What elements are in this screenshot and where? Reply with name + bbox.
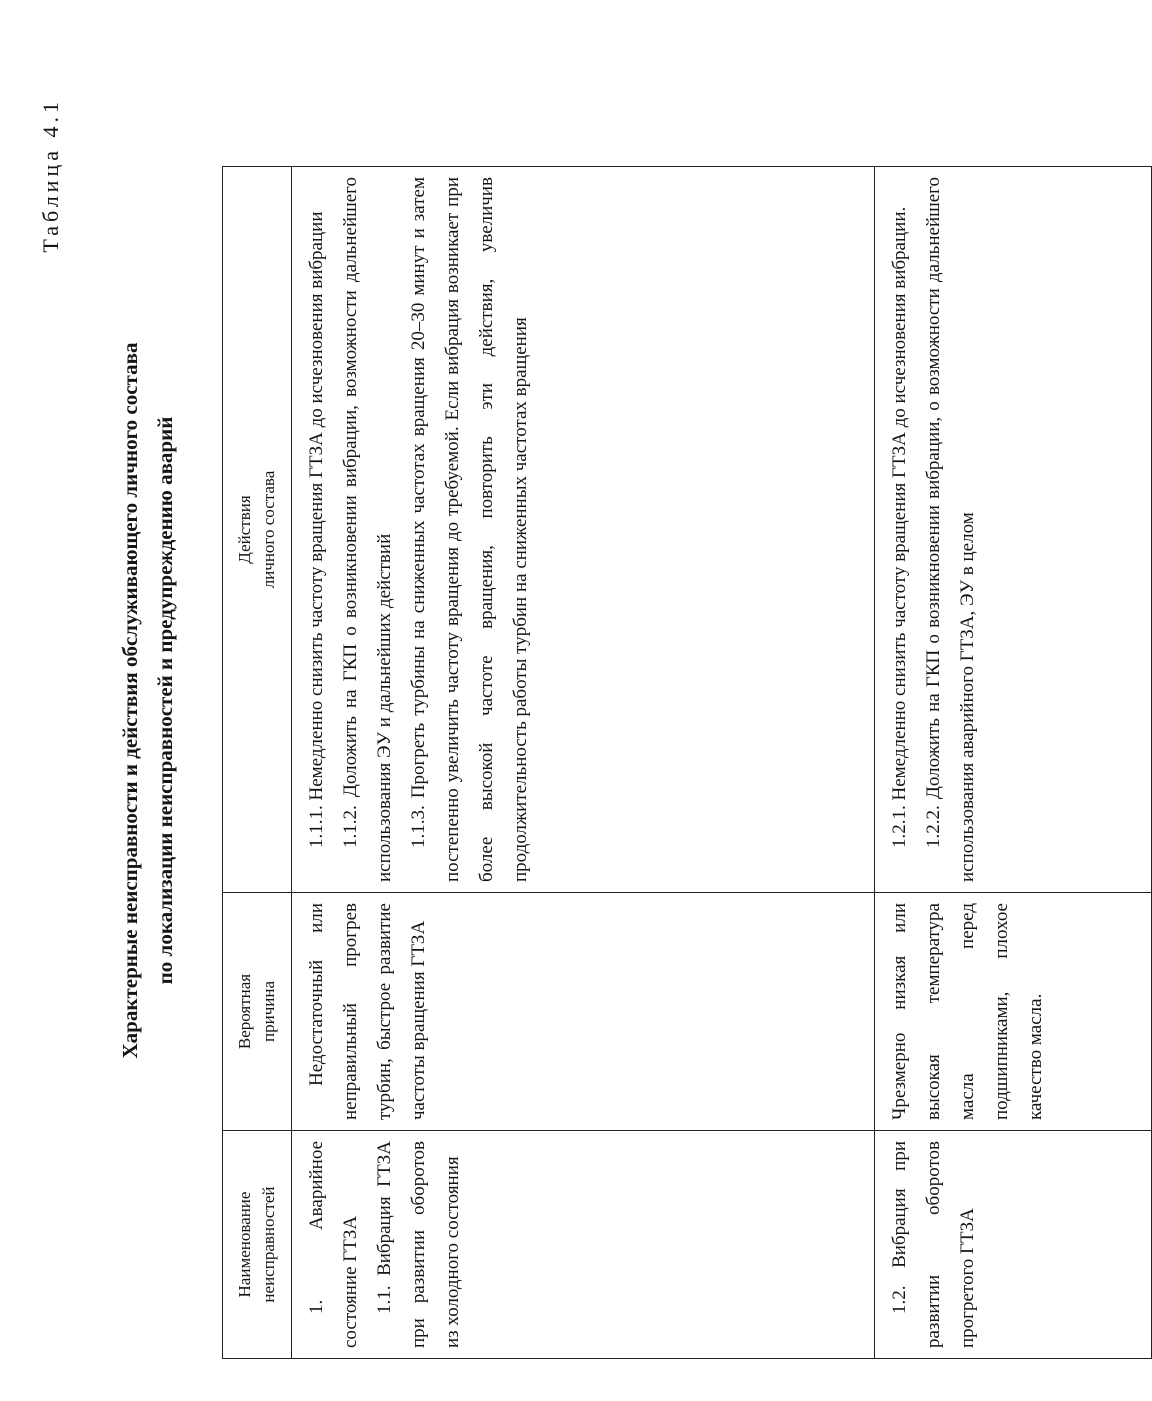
table-caption: Таблица 4.1 [38, 98, 63, 253]
faults-table [222, 166, 1152, 1359]
header-fault-name [223, 1131, 292, 1359]
table-title-line-1: Характерные неисправности и действия обслуживающего личного состава [118, 342, 142, 1059]
action-text: 1.2.2. Доложить на ГКП о возникновении вибрации, о возможности дальнейшего использования аварийного ГТЗА, ЭУ в целом [923, 177, 978, 882]
table-title-line-2: по локализации неисправностей и предупреждению аварий [153, 416, 177, 985]
actions-cell [292, 167, 875, 893]
header-fault-name-line1: Наименование [235, 1191, 254, 1298]
header-cause-line2: причина [259, 981, 278, 1042]
fault-name-cell [292, 1131, 875, 1359]
header-actions-line1: Действия [235, 495, 254, 564]
header-actions-line2: личного состава [259, 470, 278, 589]
cause-text: Недостаточный или неправильный прогрев турбин, быстрое развитие частоты вращения ГТЗА [306, 903, 429, 1120]
action-text: 1.1.1. Немедленно снизить частоту вращения ГТЗА до исчезновения вибрации [306, 211, 327, 848]
table-row [875, 167, 1152, 1359]
table-header-row [223, 167, 292, 1359]
actions-cell [875, 167, 1152, 893]
action-text: 1.1.3. Прогреть турбины на сниженных частотах вращения 20–30 минут и затем постепенно увеличить частоту вращения до требуемой. Если вибрация возникает при более высокой частоте вращения, повторить эти действия, увеличив продолжительность работы турбин на сниженных частотах вращения [408, 177, 531, 882]
cause-cell [292, 893, 875, 1131]
fault-name-cell [875, 1131, 1152, 1359]
fault-name-text: 1. Аварийное состояние ГТЗА [306, 1141, 361, 1348]
cause-text: Чрезмерно низкая или высокая температура масла перед подшипниками, плохое качество масла. [889, 903, 1046, 1120]
header-cause-line1: Вероятная [235, 973, 254, 1050]
action-text: 1.1.2. Доложить на ГКП о возникновении вибрации, возможности дальнейшего использования ЭУ и дальнейших действий [340, 177, 395, 882]
header-cause [223, 893, 292, 1131]
table-row [292, 167, 875, 1359]
header-fault-name-line2: неисправностей [259, 1186, 278, 1303]
cause-cell [875, 893, 1152, 1131]
fault-name-text: 1.2. Вибрация при развитии оборотов прогретого ГТЗА [889, 1141, 978, 1348]
header-actions [223, 167, 292, 893]
fault-name-text: 1.1. Вибрация ГТЗА при развитии оборотов из холодного состояния [374, 1141, 463, 1348]
action-text: 1.2.1. Немедленно снизить частоту вращения ГТЗА до исчезновения вибрации. [889, 206, 910, 848]
